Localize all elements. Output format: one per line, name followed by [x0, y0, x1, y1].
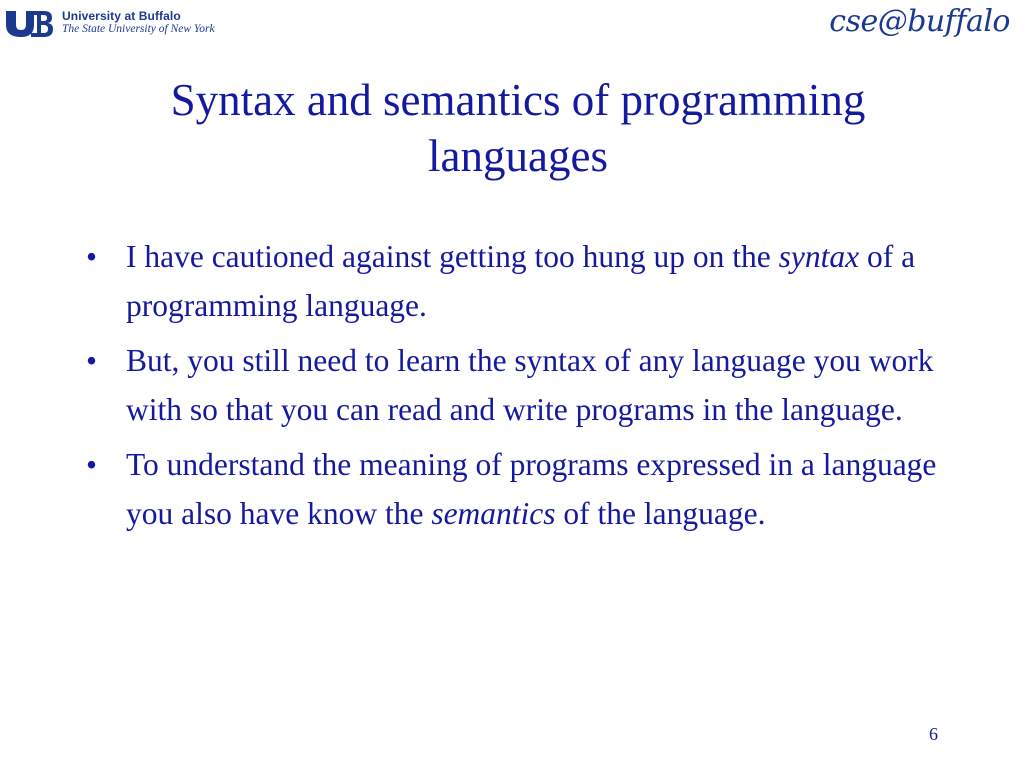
bullet-item — [82, 440, 952, 538]
bullet-dot: • — [86, 239, 98, 274]
bullet-item — [82, 336, 952, 434]
slide-title: Syntax and semantics of programming languages — [170, 75, 866, 181]
bullet-text: of the language. — [555, 496, 766, 531]
bullet-text: I have cautioned against getting too hung up on the — [126, 239, 779, 274]
bullet-list — [82, 232, 952, 544]
bullet-dot: • — [86, 447, 98, 482]
university-subtitle: The State University of New York — [62, 23, 215, 36]
ub-logo — [4, 8, 215, 38]
bullet-text: But, you still need to learn the syntax of any language you work with so that you can read and write programs in the language. — [126, 343, 934, 427]
bullet-text: To understand the meaning of programs expressed in a language you also have know the — [126, 447, 937, 531]
emphasis-syntax: syntax — [778, 239, 860, 274]
bullet-item — [82, 232, 952, 330]
cse-buffalo-logo: cse@buffalo — [829, 4, 1010, 39]
emphasis-semantics: semantics — [431, 496, 556, 531]
bullet-dot: • — [86, 343, 98, 378]
bullet-text: of a programming language. — [126, 239, 916, 323]
ub-monogram-icon — [4, 8, 54, 38]
university-name: University at Buffalo — [62, 9, 181, 24]
page-number: 6 — [929, 724, 938, 744]
